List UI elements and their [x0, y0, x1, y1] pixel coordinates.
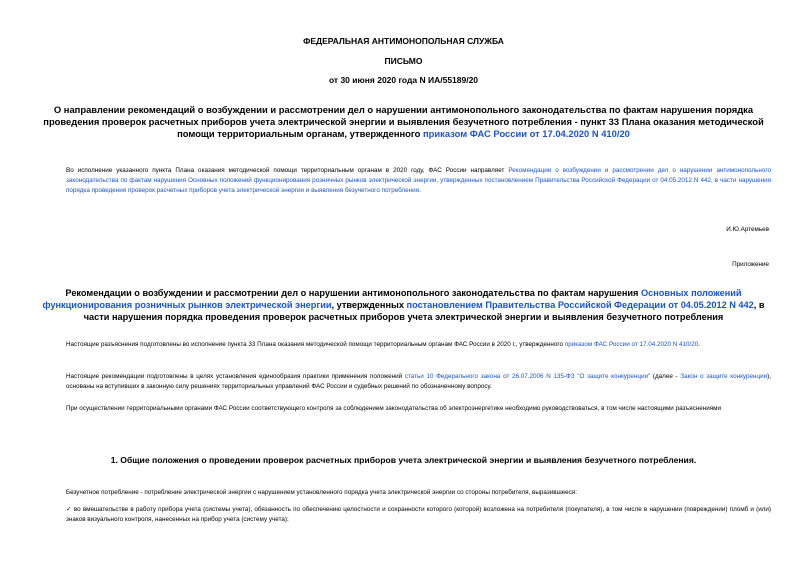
intro-text: Во исполнение указанного пункта Плана оказания методической помощи территориальным органам в 2020 году, ФАС России направляет [66, 167, 509, 174]
letter-title-text: О направлении рекомендаций о возбуждении и рассмотрении дел о нарушении антимонопольного законодательства по фактам нарушения порядка проведения проверок расчетных приборов учета электрической энергии и выявления безучетного потребления - пункт 33 Плана оказания методической помощи территориальным органам, утвержденного [43, 104, 764, 139]
doc-date: от 30 июня 2020 года N ИА/55189/20 [328, 75, 479, 85]
signature: И.Ю.Артемьев [726, 226, 769, 233]
competition-law-link[interactable]: Закон о защите конкуренции [680, 373, 768, 380]
appendix-label: Приложение [732, 261, 769, 268]
bullet-1-text: во вмешательстве в работу прибора учета (системы учета), обязанность по обеспечению целостности и сохранности которого (которой) возложена на потребителя (покупателя), в том числе в нарушении (повреждении) пломб и (или) знаков визуального контроля, нанесенных на прибор учета (систему учета); [66, 506, 771, 523]
rec-title-part2: , утвержденных [331, 300, 407, 310]
check-icon: ✓ [66, 506, 72, 513]
section-1-heading: 1. Общие положения о проведении проверок расчетных приборов учета электрической энергии и выявления безучетного потребления. [110, 455, 697, 465]
rec-title-part3: , в части нарушения порядка проведения проверок расчетных приборов учета электрической энергии и выявления безучетного потребления [83, 300, 765, 322]
recommendations-link[interactable]: Рекомендации о возбуждении и рассмотрении дел о нарушении антимонопольного законодательства по фактам нарушения Основных положений функционирования розничных рынков электрической энергии, утвержденных постановлением Правительства Российской Федерации от 04.05.2012 N 442, в части нарушения порядка проведения проверок расчетных приборов учета электрической энергии и выявления безучетного потребления. [66, 167, 771, 194]
p1-text: Настоящие разъяснения подготовлены во исполнение пункта 33 Плана оказания методической помощи территориальным органам ФАС России в 2020 г., утвержденного [66, 341, 565, 348]
agency-name: ФЕДЕРАЛЬНАЯ АНТИМОНОПОЛЬНАЯ СЛУЖБА [303, 36, 504, 46]
resolution-link[interactable]: постановлением Правительства Российской Федерации от 04.05.2012 N 442 [406, 300, 754, 310]
p2-end: ), основаны на вступивших в законную силу решениях территориальных управлений ФАС России и судебных решений по обозначенному вопросу. [66, 373, 771, 390]
recommendations-title [40, 287, 767, 323]
p2-mid: (далее - [650, 373, 681, 380]
paragraph-4: Безучетное потребление - потребление электрической энергии с нарушением установленного порядка учета электрической энергии со стороны потребителя, выразившееся: [66, 489, 577, 496]
letter-title [40, 104, 767, 140]
p2-text: Настоящие рекомендации подготовлены в целях установления единообразия практики применения положений [66, 373, 405, 380]
rec-title-part1: Рекомендации о возбуждении и рассмотрении дел о нарушении антимонопольного законодательства по фактам нарушения [65, 288, 641, 298]
p1-end: . [698, 341, 701, 348]
doc-type: ПИСЬМО [384, 56, 423, 66]
paragraph-1 [66, 340, 771, 350]
paragraph-2 [66, 372, 771, 392]
bullet-item-1 [66, 505, 771, 525]
intro-paragraph [66, 166, 771, 196]
competition-law-article-link[interactable]: статьи 10 Федерального закона от 26.07.2006 N 135-ФЗ "О защите конкуренции" [404, 373, 651, 380]
paragraph-3: При осуществлении территориальными органами ФАС России соответствующего контроля за соблюдением законодательства об электроэнергетике необходимо руководствоваться, в том числе настоящими разъяснениями [66, 405, 721, 412]
order-link[interactable]: приказом ФАС России от 17.04.2020 N 410/20 [423, 128, 630, 139]
basic-provisions-link[interactable]: Основных положений функционирования розничных рынков электрической энергии [42, 288, 742, 310]
order-link-2[interactable]: приказом ФАС России от 17.04.2020 N 410/20 [564, 341, 699, 348]
